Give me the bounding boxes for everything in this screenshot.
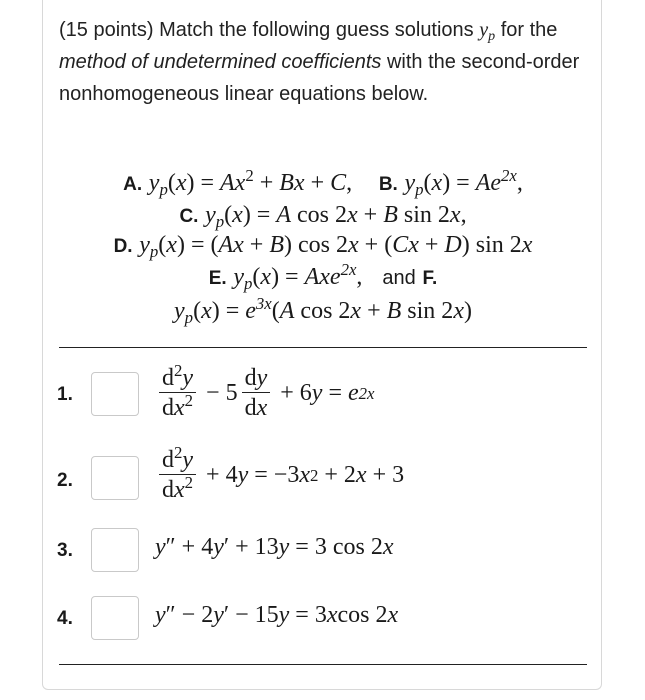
options-line-3 [43, 228, 603, 264]
option-f-expression: $y_p(x) = e^{3x}(A$ cos 2x + B sin 2x) [174, 293, 472, 328]
option-e-expression: $y_p(x) = Axe^{2x}$, [233, 259, 363, 294]
option-f-label: F. [422, 268, 438, 289]
option-b-expression: $y_p(x) = Ae^{2x}$, [404, 165, 523, 200]
question-3-answer-box[interactable] [91, 528, 139, 572]
yp-symbol: $y_p$ [479, 19, 496, 45]
divider-bottom [59, 664, 587, 665]
prompt-text-1: Match the following guess solutions [159, 19, 474, 41]
option-a-label: A. [123, 174, 143, 195]
points-label: (15 points) [59, 19, 154, 41]
question-4-answer-box[interactable] [91, 596, 139, 640]
options-line-1 [43, 166, 603, 202]
question-1-number: 1. [57, 384, 73, 405]
option-d-label: D. [113, 236, 133, 257]
option-e-label: E. [208, 268, 227, 289]
option-c-label: C. [179, 206, 199, 227]
question-1-equation: $\frac{d^2y}{dx^2}$ − 5 $\frac{dy}{dx}$ + 6 y = e 2x [155, 364, 375, 423]
question-4-equation: y ″ − 2 y ′ − 15 y = 3 x cos 2 x [155, 602, 399, 628]
question-2-number: 2. [57, 470, 73, 491]
question-card [42, 0, 602, 690]
and-text: and [382, 267, 416, 289]
question-3-equation: y ″ + 4 y ′ + 13 y = 3 cos 2 x [155, 534, 394, 560]
question-3-number: 3. [57, 540, 73, 561]
question-2-equation: $\frac{d^2y}{dx^2}$ + 4 y = −3 x 2 + 2 x + 3 [155, 446, 404, 505]
question-4-number: 4. [57, 608, 73, 629]
prompt-text-2: for the [500, 19, 558, 41]
prompt-text-3: with the second-order nonhomogeneous linear equations below. [59, 51, 580, 105]
option-c-expression: $y_p(x) = A$ cos 2x + B sin 2x, [205, 202, 467, 232]
method-phrase: method of undetermined coefficients [59, 51, 382, 73]
question-2-answer-box[interactable] [91, 456, 139, 500]
option-a-expression: $y_p(x) = Ax^2 + Bx + C$, [148, 165, 353, 200]
option-b-label: B. [378, 174, 398, 195]
divider-top [59, 347, 587, 348]
question-prompt [59, 14, 589, 110]
options-line-5 [43, 294, 603, 328]
option-d-expression: $y_p(x) = (Ax + B)$ cos 2x + (Cx + D) sin 2x [139, 232, 533, 262]
options-line-4 [43, 260, 603, 296]
question-1-answer-box[interactable] [91, 372, 139, 416]
